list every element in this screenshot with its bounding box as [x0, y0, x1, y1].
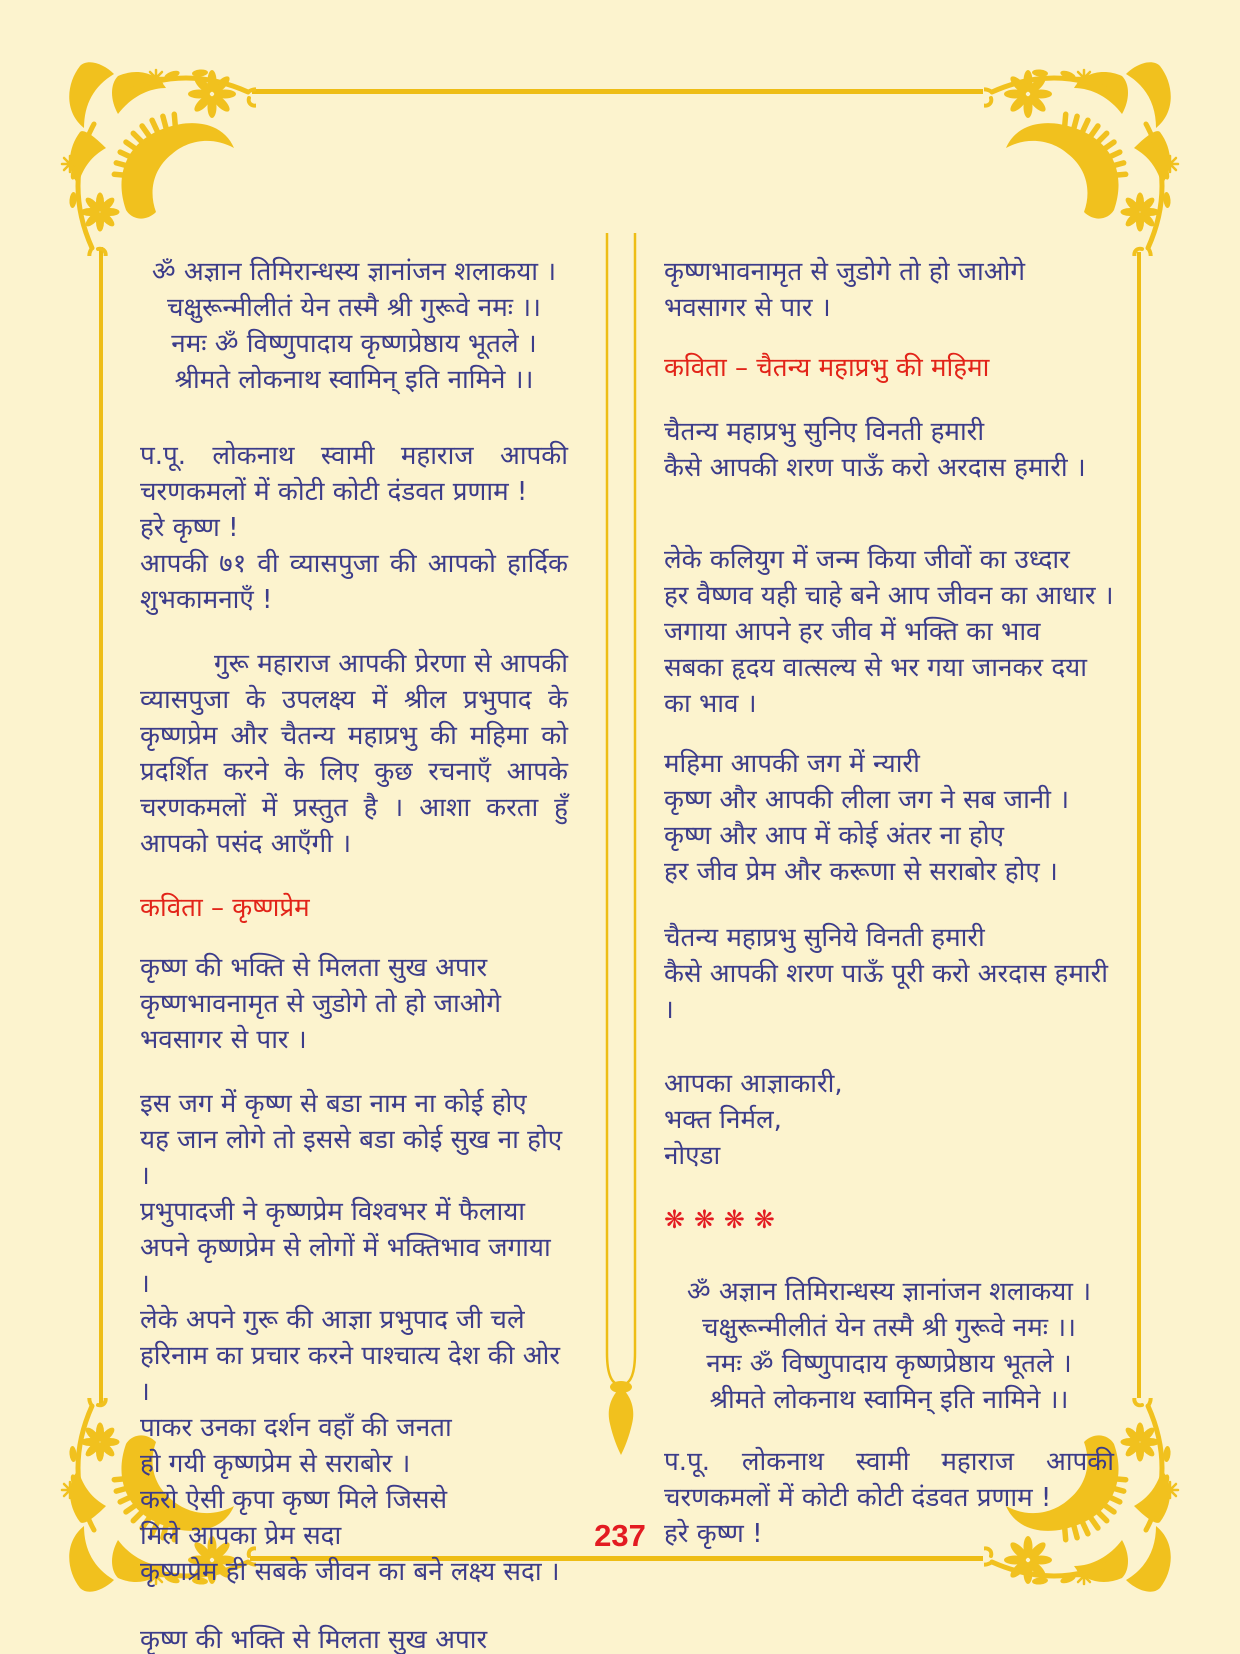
text-line: सबका हृदय वात्सल्य से भर गया जानकर दया का भाव । [664, 653, 1087, 719]
text-line: चक्षुरून्मीलीतं येन तस्मै श्री गुरूवे नमः ।। [701, 1313, 1077, 1343]
text-line: करो ऐसी कृपा कृष्ण मिले जिससे [140, 1485, 448, 1515]
poem-stanza [664, 542, 1114, 722]
intro-paragraph: गुरू महाराज आपकी प्रेरणा से आपकी व्यासपुजा के उपलक्ष्य में श्रील प्रभुपाद के कृष्णप्रेम और चैतन्य महाप्रभु की महिमा को प्रदर्शित करने के लिए कुछ रचनाएँ आपके चरणकमलों में प्रस्तुत है । आशा करता हुँ आपको पसंद आएँगी । [140, 649, 568, 859]
text-line: चैतन्य महाप्रभु सुनिये विनती हमारी [664, 923, 985, 953]
text-line: ॐ अज्ञान तिमिरान्धस्य ज्ञानांजन शलाकया । [686, 1277, 1092, 1307]
invocation-shloka [664, 1274, 1114, 1418]
border-line-left [99, 247, 103, 1404]
text-line: कृष्णभावनामृत से जुडोगे तो हो जाओगे [664, 257, 1025, 287]
text-line: कृष्ण और आपकी लीला जग ने सब जानी । [664, 785, 1070, 815]
poem-heading-mahaprabhu: कविता – चैतन्य महाप्रभु की महिमा [664, 353, 990, 383]
signature-block [664, 1066, 1114, 1174]
hare-krishna-line: हरे कृष्ण ! [664, 1519, 763, 1549]
poem-stanza [664, 414, 1114, 486]
left-column [140, 254, 568, 1654]
text-line: कैसे आपकी शरण पाऊँ करो अरदास हमारी । [664, 453, 1086, 483]
text-line: श्रीमते लोकनाथ स्वामिन् इति नामिने ।। [174, 365, 534, 395]
text-line: अपने कृष्णप्रेम से लोगों में भक्तिभाव जगाया । [140, 1233, 551, 1299]
page-number: 237 [594, 1518, 646, 1553]
text-line: हरिनाम का प्रचार करने पाश्चात्य देश की ओर । [140, 1341, 560, 1407]
text-line: कृष्ण और आप में कोई अंतर ना होए [664, 821, 1004, 851]
poem-stanza [140, 950, 568, 1058]
closing-salutation-paragraph: प.पू. लोकनाथ स्वामी महाराज आपकी चरणकमलों में कोटी कोटी दंडवत प्रणाम ! [664, 1447, 1114, 1513]
asterisk-separator: ❋❋❋❋ [664, 1205, 784, 1234]
text-line: भवसागर से पार । [664, 293, 831, 323]
hare-krishna-line: हरे कृष्ण ! [140, 513, 239, 543]
greeting-paragraph: आपकी ७१ वी व्यासपुजा की आपको हार्दिक शुभकामनाएँ ! [140, 549, 568, 615]
text-line: ॐ अज्ञान तिमिरान्धस्य ज्ञानांजन शलाकया । [151, 257, 557, 287]
invocation-shloka [140, 254, 568, 398]
poem-carryover [664, 254, 1114, 326]
text-line: श्रीमते लोकनाथ स्वामिन् इति नामिने ।। [709, 1385, 1069, 1415]
poem-stanza [664, 920, 1114, 1028]
text-line: मिले आपका प्रेम सदा [140, 1521, 342, 1551]
text-line: पाकर उनका दर्शन वहाँ की जनता [140, 1413, 452, 1443]
text-line: कृष्ण की भक्ति से मिलता सुख अपार [140, 953, 488, 983]
corner-ornament-icon [60, 60, 256, 256]
text-line: लेके अपने गुरू की आज्ञा प्रभुपाद जी चले [140, 1305, 525, 1335]
text-line: नमः ॐ विष्णुपादाय कृष्णप्रेष्ठाय भूतले । [171, 329, 537, 359]
text-line: जगाया आपने हर जीव में भक्ति का भाव [664, 617, 1041, 647]
text-line: आपका आज्ञाकारी, [664, 1069, 843, 1099]
text-line: यह जान लोगे तो इससे बडा कोई सुख ना होए । [140, 1125, 563, 1191]
text-line: हर वैष्णव यही चाहे बने आप जीवन का आधार । [664, 581, 1114, 611]
border-line-top [252, 89, 983, 94]
poem-stanza [664, 746, 1114, 890]
text-line: नोएडा [664, 1141, 721, 1171]
text-line: चक्षुरून्मीलीतं येन तस्मै श्री गुरूवे नमः ।। [166, 293, 542, 323]
text-line: प्रभुपादजी ने कृष्णप्रेम विश्वभर में फैलाया [140, 1197, 526, 1227]
drop-divider-icon [598, 233, 644, 1461]
text-line: कृष्णप्रेम ही सबके जीवन का बने लक्ष्य सदा । [140, 1557, 560, 1587]
text-line: महिमा आपकी जग में न्यारी [664, 749, 920, 779]
border-line-right [1137, 252, 1141, 1398]
text-line: भवसागर से पार । [140, 1025, 307, 1055]
poem-heading-krishnaprem: कविता – कृष्णप्रेम [140, 893, 310, 923]
text-line: कैसे आपकी शरण पाऊँ पूरी करो अरदास हमारी । [664, 959, 1109, 1025]
text-line: इस जग में कृष्ण से बडा नाम ना कोई होए [140, 1089, 527, 1119]
text-line: कृष्णभावनामृत से जुडोगे तो हो जाओगे [140, 989, 501, 1019]
poem-refrain-line: कृष्ण की भक्ति से मिलता सुख अपार [140, 1625, 488, 1654]
text-line: हर जीव प्रेम और करूणा से सराबोर होए । [664, 857, 1058, 887]
corner-ornament-icon [984, 60, 1180, 256]
text-line: लेके कलियुग में जन्म किया जीवों का उध्दार [664, 545, 1070, 575]
text-line: हो गयी कृष्णप्रेम से सराबोर । [140, 1449, 411, 1479]
right-column [664, 254, 1114, 1552]
poem-stanza [140, 1086, 568, 1590]
text-line: नमः ॐ विष्णुपादाय कृष्णप्रेष्ठाय भूतले । [706, 1349, 1072, 1379]
text-line: चैतन्य महाप्रभु सुनिए विनती हमारी [664, 417, 985, 447]
salutation-paragraph: प.पू. लोकनाथ स्वामी महाराज आपकी चरणकमलों में कोटी कोटी दंडवत प्रणाम ! [140, 441, 568, 507]
text-line: भक्त निर्मल, [664, 1105, 782, 1135]
